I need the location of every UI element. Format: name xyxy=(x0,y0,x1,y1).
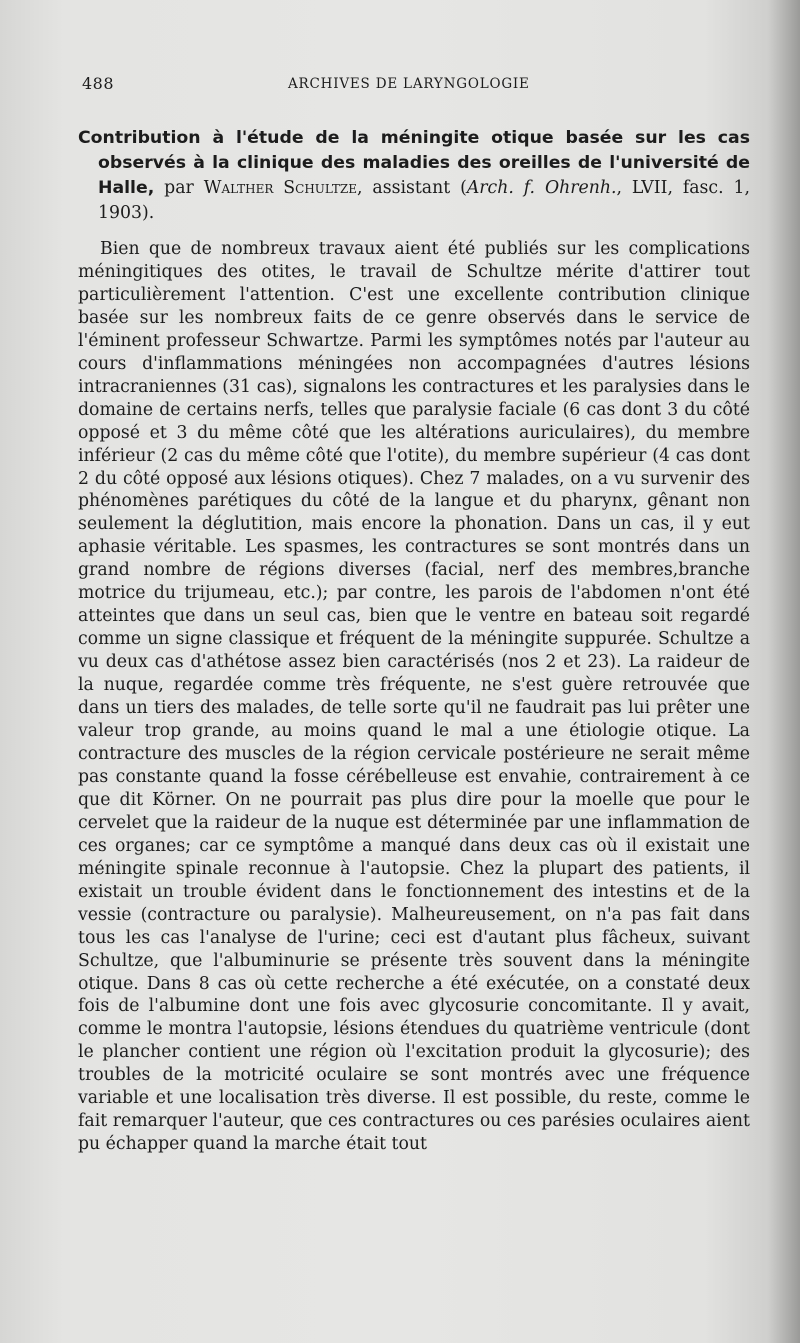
page-number: 488 xyxy=(82,74,115,93)
title-role: , assistant ( xyxy=(357,178,467,198)
title-bold: Contribution à l'étude de la méningite otique basée sur les cas observés à la clinique des maladies des oreilles de l'université de Halle, xyxy=(78,128,750,198)
article-title xyxy=(78,126,750,226)
author-name: Walther Schultze xyxy=(203,178,357,198)
running-title: ARCHIVES DE LARYNGOLOGIE xyxy=(288,76,530,92)
journal-volume: , LVII, fasc. 1, 1903). xyxy=(98,178,750,223)
page-header xyxy=(82,74,752,98)
body-paragraph: Bien que de nombreux travaux aient été publiés sur les complications méningitiques des otites, le travail de Schultze mérite d'attirer tout particulièrement l'attention. C'est une excellente contribution clinique basée sur les nombreux faits de ce genre observés dans le service de l'éminent professeur Schwartze. Parmi les symptômes notés par l'auteur au cours d'inflammations méningées non accompagnées d'autres lésions intracraniennes (31 cas), signalons les contractures et les paralysies dans le domaine de certains nerfs, telles que paralysie faciale (6 cas dont 3 du côté opposé et 3 du même côté que les altérations auriculaires), du membre inférieur (2 cas du même côté que l'otite), du membre supérieur (4 cas dont 2 du côté opposé aux lésions otiques). Chez 7 malades, on a vu survenir des phénomènes parétiques du côté de la langue et du pharynx, gênant non seulement la déglutition, mais encore la phonation. Dans un cas, il y eut aphasie véritable. Les spasmes, les contractures se sont montrés dans un grand nombre de régions diverses (facial, nerf des membres,branche motrice du trijumeau, etc.); par contre, les parois de l'abdomen n'ont été atteintes que dans un seul cas, bien que le ventre en bateau soit regardé comme un signe classique et fréquent de la méningite suppurée. Schultze a vu deux cas d'athétose assez bien caractérisés (nos 2 et 23). La raideur de la nuque, regardée comme très fréquente, ne s'est guère retrouvée que dans un tiers des malades, de telle sorte qu'il ne faudrait pas lui prêter une valeur trop grande, au moins quand le mal a une étiologie otique. La contracture des muscles de la région cervicale postérieure ne serait même pas constante quand la fosse cérébelleuse est envahie, contrairement à ce que dit Körner. On ne pourrait pas plus dire pour la moelle que pour le cervelet que la raideur de la nuque est déterminée par une inflammation de ces organes; car ce symptôme a manqué dans deux cas où il existait une méningite spinale reconnue à l'autopsie. Chez la plupart des patients, il existait un trouble évident dans le fonctionnement des intestins et de la vessie (contracture ou paralysie). Malheureusement, on n'a pas fait dans tous les cas l'analyse de l'urine; ceci est d'autant plus fâcheux, suivant Schultze, que l'albuminurie se présente très souvent dans la méningite otique. Dans 8 cas où cette recherche a été exécutée, on a constaté deux fois de l'albumine dont une fois avec glycosurie concomitante. Il y avait, comme le montra l'autopsie, lésions étendues du quatrième ventricule (dont le plancher contient une région où l'excitation produit la glycosurie); des troubles de la motricité oculaire se sont montrés avec une fréquence variable et une localisation très diverse. Il est possible, du reste, comme le fait remarquer l'auteur, que ces contractures ou ces parésies oculaires aient pu échapper quand la marche était tout xyxy=(78,239,750,1155)
title-par: par xyxy=(154,178,204,198)
journal-name: Arch. f. Ohrenh. xyxy=(466,178,617,198)
